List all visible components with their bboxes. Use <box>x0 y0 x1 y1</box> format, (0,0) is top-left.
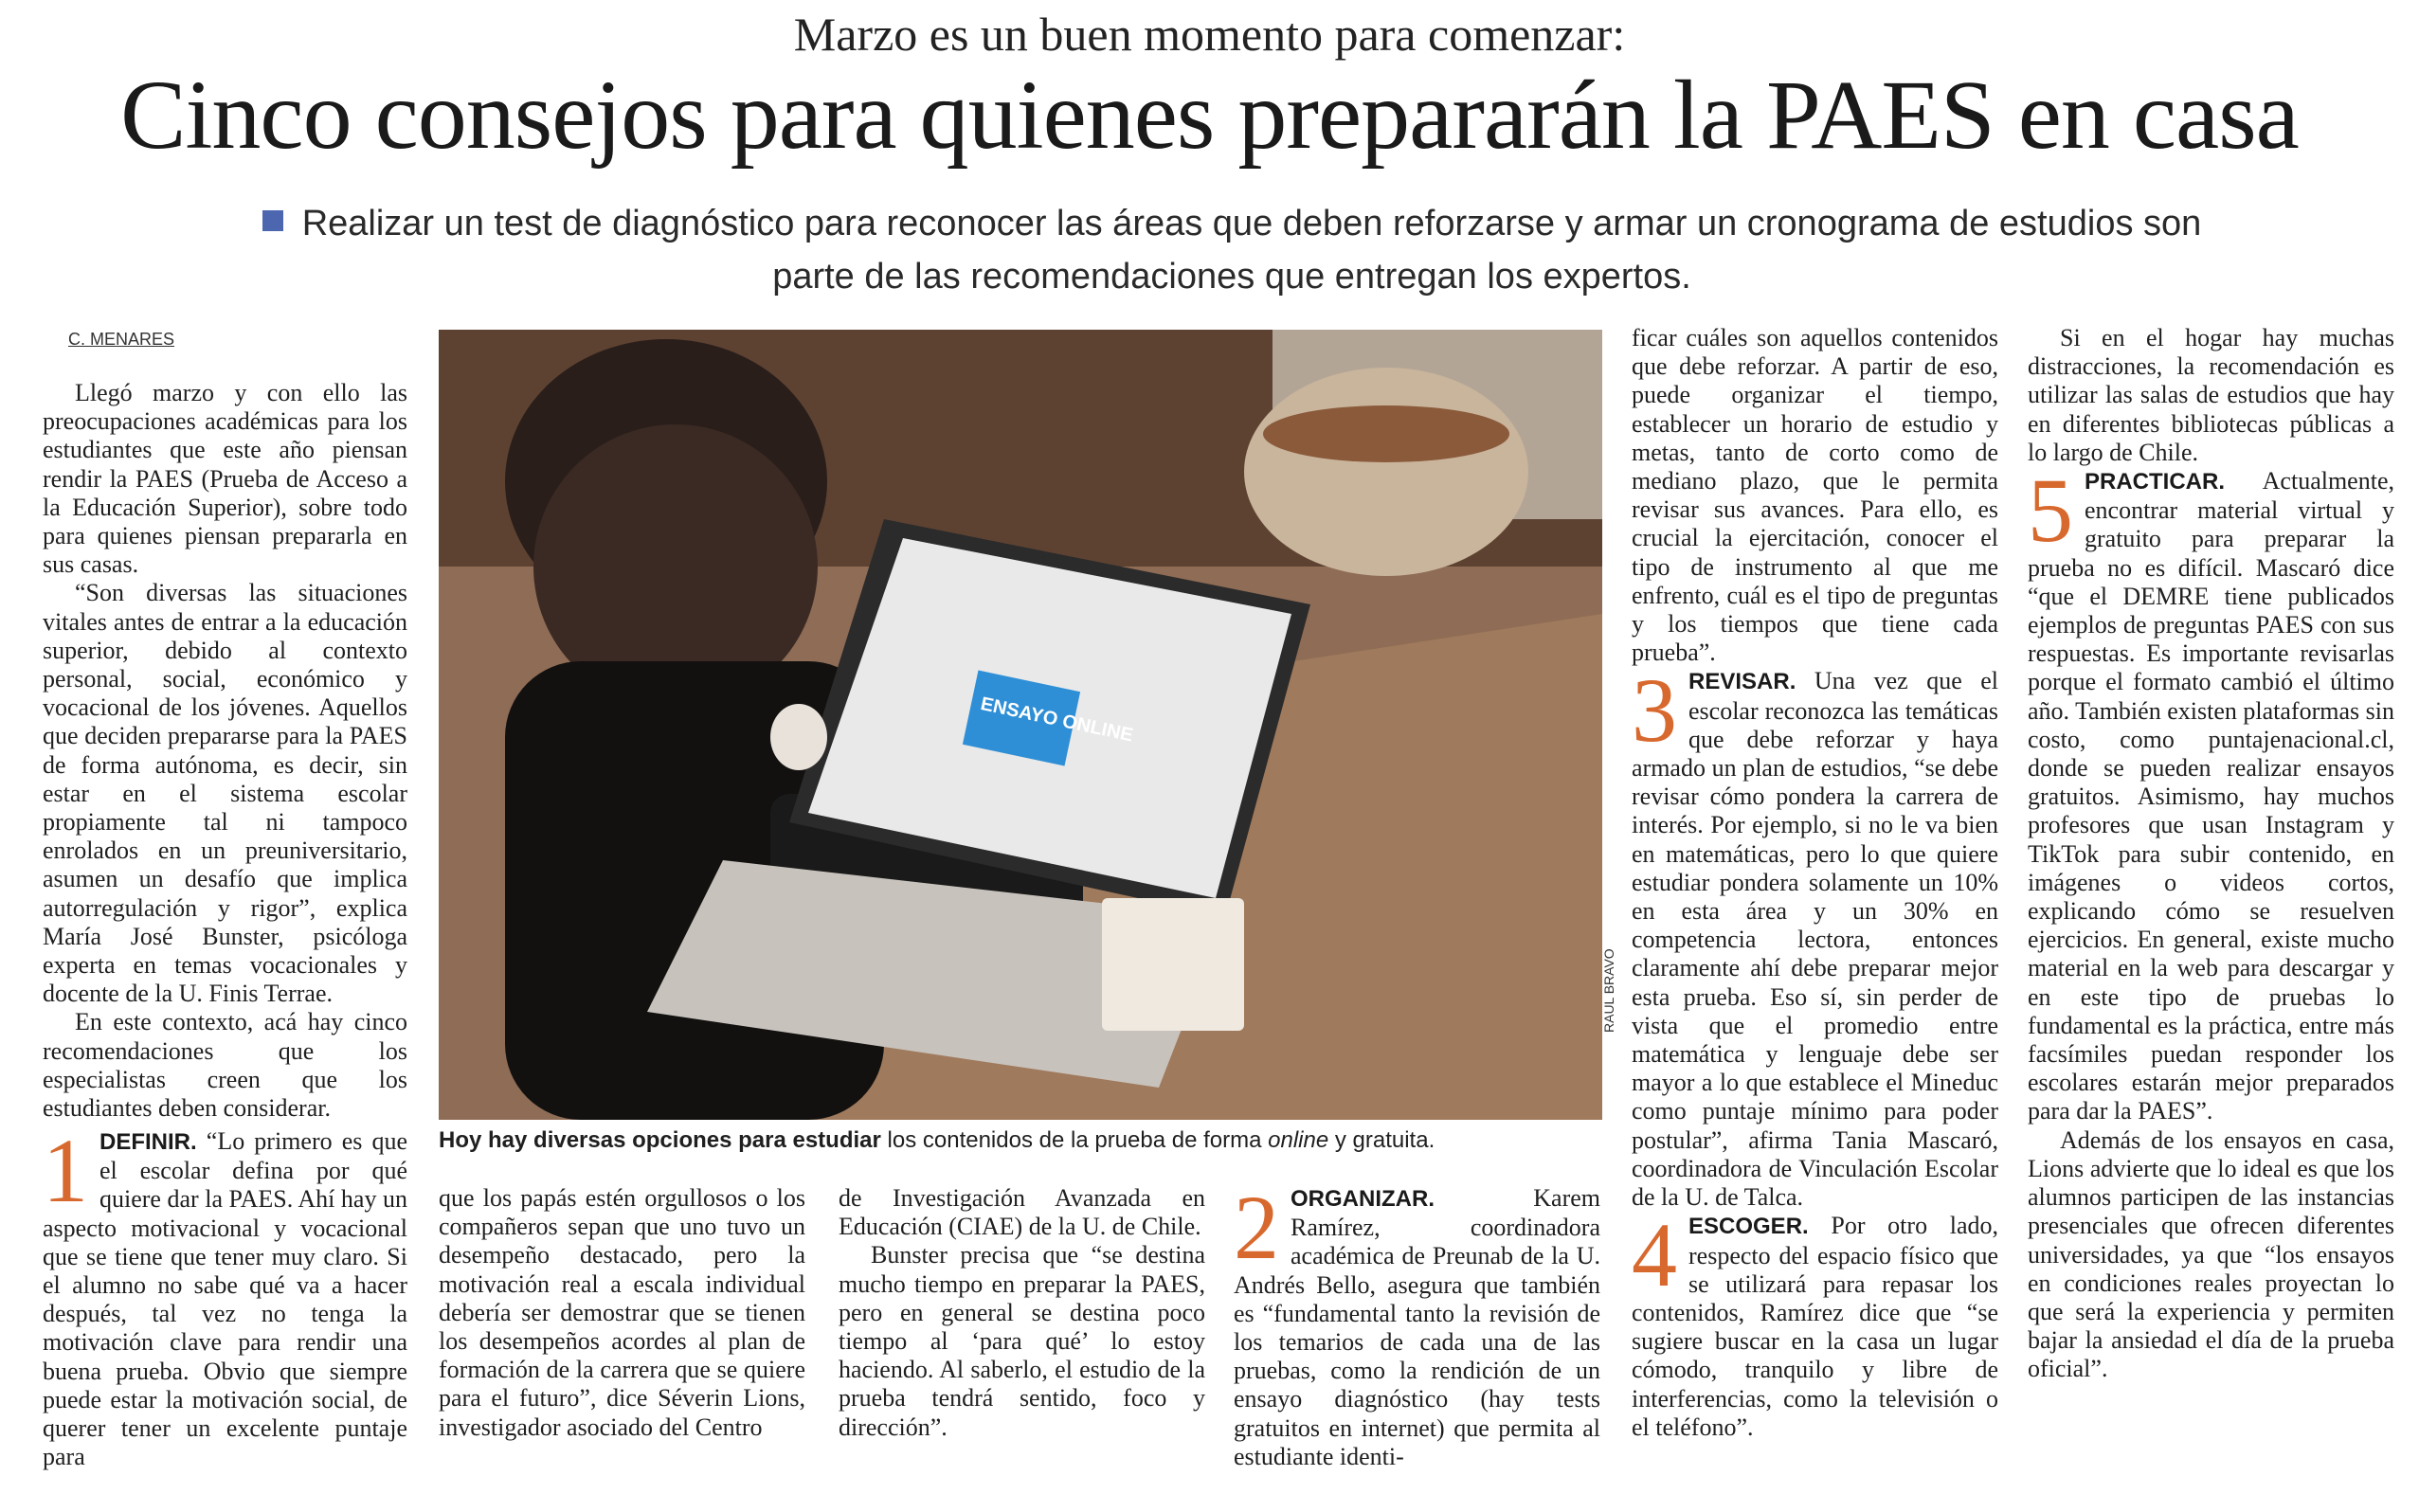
caption-pre: los contenidos de la prueba de forma <box>880 1127 1269 1153</box>
tip-3 <box>1632 659 1998 1212</box>
article-kicker: Marzo es un buen momento para comenzar: <box>793 8 1626 61</box>
byline: C. MENARES <box>68 330 175 349</box>
caption-post: y gratuita. <box>1328 1127 1435 1153</box>
tip-2-text-a: Karem Ramírez, coordinadora académica de Preunab de la U. Andrés Bello, asegura que también es “fundamental tanto la revisión de los temarios de cada una de las pruebas, como la rendición de un ensayo diagnóstico (hay tests gratuitos en internet) que permita al estudiante identi- <box>1234 1184 1600 1470</box>
laptop-banner-text: ENSAYO ONLINE <box>978 693 1135 747</box>
tip-5-post: Además de los ensayos en casa, Lions advierte que lo ideal es que los alumnos participen de las instancias presenciales que ofrecen diferentes universidades, ya que “los ensayos en condiciones reales proyectan lo que será la experiencia y permiten bajar la ansiedad el día de la prueba oficial”. <box>2028 1125 2394 1383</box>
tip-4-text: Por otro lado, respecto del espacio físico que se utilizará para repasar los contenidos, Ramírez dice que “se sugiere buscar en la casa un lugar cómodo, tranquilo y libre de interferencias, como la televisión o el teléfono”. <box>1632 1212 1999 1441</box>
intro-paragraph-1: Llegó marzo y con ello las preocupaciones académicas para los estudiantes que este año piensan rendir la PAES (Prueba de Acceso a la Educación Superior), sobre todo para quienes piensan prepararla en sus casas. <box>43 379 407 579</box>
tip-2 <box>1234 1177 1600 1471</box>
caption-em: online <box>1268 1127 1329 1153</box>
tip-4 <box>1632 1204 1999 1442</box>
tip-1-text-a: “Lo primero es que el escolar defina por qué quiere dar la PAES. Ahí hay un aspecto motivacional y vocacional que se tiene que tener muy claro. Si el alumno no sabe qué va a hacer después, tal vez no tenga la motivación clave para rendir una buena prueba. Obvio que siempre puede estar la motivación social, de querer tener un excelente puntaje para <box>43 1127 407 1471</box>
intro-paragraph-2: “Son diversas las situaciones vitales antes de entrar a la educación superior, debido al contexto personal, social, económico y vocacional de los jóvenes. Aquellos que deciden prepararse para la PAES de forma autónoma, es decir, sin estar en el sistema escolar propiamente tal ni tampoco enrolados en un preuniversitario, asumen un desafío que implica autorregulación y rigor”, explica María José Bunster, psicóloga experta en temas vocacionales y docente de la U. Finis Terrae. <box>43 579 407 1008</box>
tip-5-pre: Si en el hogar hay muchas distracciones, la recomendación es utilizar las salas de estudios que hay en diferentes bibliotecas públicas a lo largo de Chile. <box>2028 324 2394 466</box>
tip-3-keyword: REVISAR. <box>1688 669 1796 695</box>
column-4 <box>1234 1177 1600 1471</box>
tip-5-number: 5 <box>2028 459 2073 562</box>
tip-4-number: 4 <box>1632 1204 1677 1306</box>
photo-credit: RAUL BRAVO <box>1601 948 1616 1033</box>
article-bajada <box>246 197 2217 303</box>
tip-2-text-b: ficar cuáles son aquellos contenidos que debe reforzar. A partir de eso, puede organizar el tiempo, establecer un horario de estudio y metas, tanto de corto como de mediano plazo, que le permita revisar sus avances. Para ello, es crucial la ejercitación, conocer el tipo de instrumento al que me enfrento, cuál es el tipo de preguntas y los tiempos que tiene cada prueba”. <box>1632 324 1998 667</box>
column-1-tip <box>43 1120 407 1471</box>
column-1 <box>43 379 407 1123</box>
photo-illustration <box>439 330 1602 1120</box>
column-6 <box>2028 324 2394 1384</box>
tip-4-keyword: ESCOGER. <box>1688 1214 1809 1240</box>
tip-5-keyword: PRACTICAR. <box>2085 469 2225 495</box>
tip-3-number: 3 <box>1632 659 1677 762</box>
tip-2-number: 2 <box>1234 1177 1279 1278</box>
tip-5-text: Actualmente, encontrar material virtual y gratuito para preparar la prueba no es difícil. Mascaró dice “que el DEMRE tiene publicados ejemplos de preguntas PAES con sus respuestas. Es importante revisarlas porque el formato cambió el último año. También existen plataformas sin costo, como puntajenacional.cl, donde se pueden realizar ensayos gratuitos. Asimismo, hay muchos profesores que usan Instagram y TikTok para subir contenido, en imágenes o videos cortos, explicando cómo se resuelven ejercicios. En general, existe mucho material en la web para descargar y en este tipo de pruebas lo fundamental es la práctica, entre más facsímiles puedan responder los escolares estarán mejor preparados para dar la PAES”. <box>2028 467 2394 1125</box>
tip-3-text: Una vez que el escolar reconozca las temáticas que debe reforzar y haya armado un plan de estudios, “se debe revisar cómo pondera la carrera de interés. Por ejemplo, si no le va bien en matemáticas, pero lo que quiere estudiar pondera solamente un 10% en esta área y un 30% en competencia lectora, entonces claramente ahí debe preparar mejor esta prueba. Eso sí, sin perder de vista que el promedio entre matemática y lenguaje debe ser mayor a lo que establece el Mineduc como puntaje mínimo para poder postular”, afirma Tania Mascaró, coordinadora de Vinculación Escolar de la U. de Talca. <box>1632 667 1998 1212</box>
tip-5 <box>2028 459 2394 1126</box>
column-2 <box>439 1184 805 1442</box>
tip-1-number: 1 <box>43 1120 88 1221</box>
photo-caption <box>439 1127 1604 1154</box>
column-3 <box>839 1184 1205 1442</box>
tip-1-text-d: Bunster precisa que “se destina mucho tiempo en preparar la PAES, pero en general se destina poco tiempo al ‘para qué’ lo estoy haciendo. Al saberlo, el estudio de la prueba tendrá sentido, foco y dirección”. <box>839 1241 1205 1441</box>
tip-1-keyword: DEFINIR. <box>99 1129 197 1155</box>
article-photo <box>439 330 1602 1120</box>
caption-bold: Hoy hay diversas opciones para estudiar <box>439 1127 881 1153</box>
tip-2-keyword: ORGANIZAR. <box>1291 1186 1435 1212</box>
intro-paragraph-3: En este contexto, acá hay cinco recomendaciones que los especialistas creen que los estudiantes deben considerar. <box>43 1008 407 1123</box>
bajada-text: Realizar un test de diagnóstico para reconocer las áreas que deben reforzarse y armar un cronograma de estudios son parte de las recomendaciones que entregan los expertos. <box>301 204 2202 297</box>
tip-1-text-b: que los papás estén orgullosos o los compañeros sepan que uno tuvo un desempeño destacado, pero la motivación real a escala individual debería ser demostrar que se tienen los desempeños acordes al plan de formación de la carrera que se quiere para el futuro”, dice Séverin Lions, investigador asociado del Centro <box>439 1184 805 1441</box>
bullet-square-icon <box>262 210 283 231</box>
tip-1-text-c: de Investigación Avanzada en Educación (CIAE) de la U. de Chile. <box>839 1184 1205 1241</box>
column-5 <box>1632 324 1998 1442</box>
article-headline: Cinco consejos para quienes prepararán la PAES en casa <box>120 61 2299 170</box>
tip-1 <box>43 1120 407 1471</box>
